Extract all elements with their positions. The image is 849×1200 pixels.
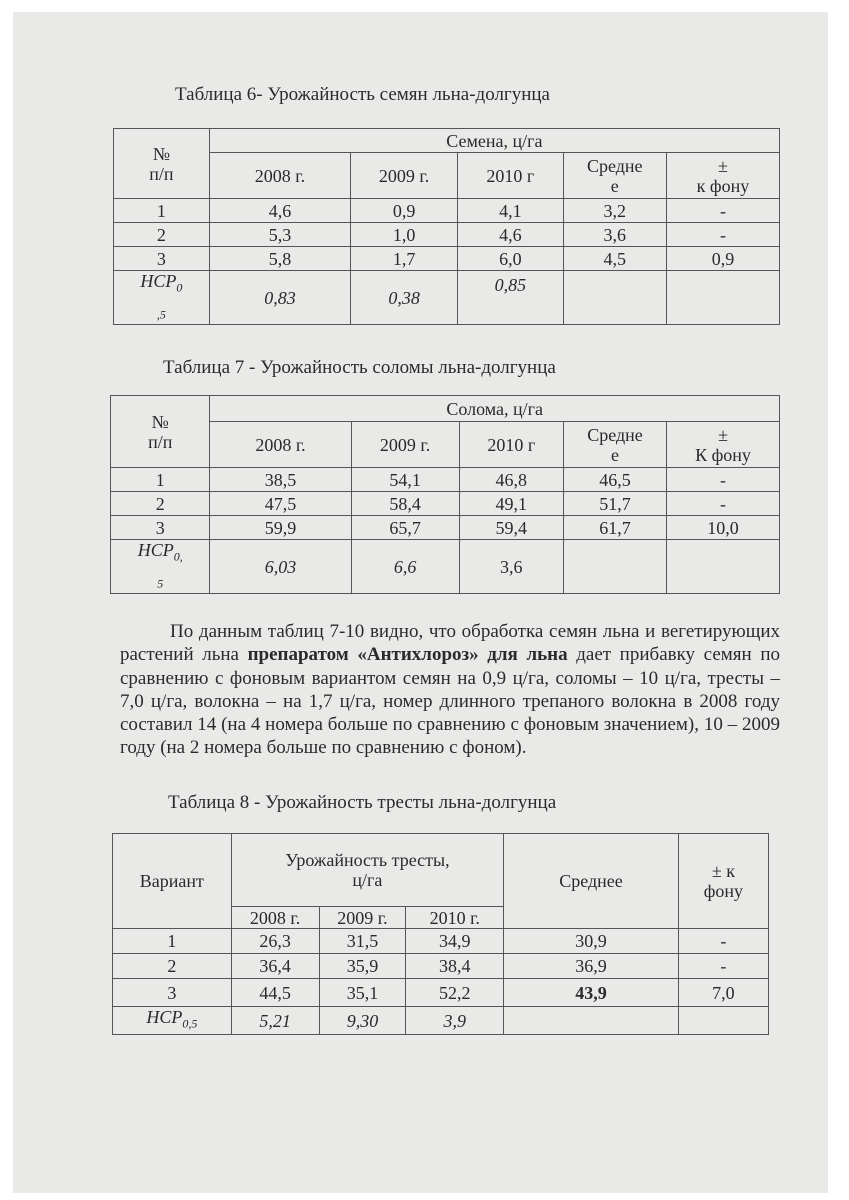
table-row bbox=[113, 979, 769, 1007]
paragraph-text: По данным таблиц 7-10 видно, что обработка семян льна и вегетирующих растений льна bbox=[120, 621, 780, 666]
cell: 3,6 bbox=[563, 223, 666, 247]
lsd-label: $НСР_{0,}$ $_5$ bbox=[111, 540, 210, 594]
cell: 46,8 bbox=[459, 468, 563, 492]
year-header: 2008 г. bbox=[210, 422, 351, 468]
group-header: Солома, ц/га bbox=[210, 396, 780, 422]
cell: 1,0 bbox=[351, 223, 458, 247]
lsd-value: 6,6 bbox=[351, 540, 459, 594]
cell: 38,4 bbox=[406, 954, 504, 979]
cell: 52,2 bbox=[406, 979, 504, 1007]
col-num-header: № п/п bbox=[114, 129, 210, 199]
lsd-label: $НСР_0$ $_{,5}$ bbox=[114, 271, 210, 325]
table8-caption: Таблица 8 - Урожайность тресты льна-долгунца bbox=[168, 792, 557, 813]
cell: 1 bbox=[113, 929, 232, 954]
table-row bbox=[114, 199, 780, 223]
cell: 36,9 bbox=[504, 954, 679, 979]
paragraph-text: дает прибавку семян по сравнению с фоновым вариантом семян на 0,9 ц/га, соломы – 10 ц/га, тресты – 7,0 ц/га, волокна – на 1,7 ц/га, номер длинного трепаного волокна в 2008 году составил 14 (на 4 номера больше по сравнению с фоновым значением), 10 – 2009 году (на 2 номера больше по сравнению с фоном). bbox=[120, 644, 780, 759]
lsd-value: 0,83 bbox=[209, 271, 350, 325]
cell: 58,4 bbox=[351, 492, 459, 516]
year-header: 2009 г. bbox=[319, 907, 406, 929]
table7-caption: Таблица 7 - Урожайность соломы льна-долгунца bbox=[163, 357, 556, 378]
table-row bbox=[114, 247, 780, 271]
table6 bbox=[113, 128, 780, 325]
cell: 36,4 bbox=[231, 954, 319, 979]
cell: 44,5 bbox=[231, 979, 319, 1007]
lsd-value: 9,30 bbox=[319, 1007, 406, 1035]
cell: 35,1 bbox=[319, 979, 406, 1007]
cell: 30,9 bbox=[504, 929, 679, 954]
cell: 4,5 bbox=[563, 247, 666, 271]
cell: - bbox=[678, 954, 768, 979]
lsd-row bbox=[113, 1007, 769, 1035]
lsd-value: 0,38 bbox=[351, 271, 458, 325]
cell: 0,9 bbox=[666, 247, 779, 271]
table-row bbox=[111, 468, 780, 492]
table-row bbox=[113, 929, 769, 954]
cell: 5,3 bbox=[209, 223, 350, 247]
paragraph-bold-text: препаратом «Антихлороз» для льна bbox=[247, 644, 568, 666]
cell: 3,2 bbox=[563, 199, 666, 223]
cell: 2 bbox=[114, 223, 210, 247]
cell: 3 bbox=[111, 516, 210, 540]
cell: 61,7 bbox=[563, 516, 666, 540]
cell: 5,8 bbox=[209, 247, 350, 271]
lsd-value: 0,85 bbox=[458, 271, 564, 325]
avg-header: Средне е bbox=[563, 153, 666, 199]
empty-cell bbox=[667, 540, 780, 594]
cell: 43,9 bbox=[504, 979, 679, 1007]
cell: 26,3 bbox=[231, 929, 319, 954]
diff-header: ± к фону bbox=[678, 834, 768, 929]
body-paragraph bbox=[120, 620, 780, 760]
cell: 10,0 bbox=[667, 516, 780, 540]
table8 bbox=[112, 833, 769, 1035]
table-row bbox=[111, 516, 780, 540]
cell: 38,5 bbox=[210, 468, 351, 492]
lsd-label: $НСР_{0,5}$ bbox=[113, 1007, 232, 1035]
cell: 2 bbox=[111, 492, 210, 516]
lsd-value: 3,9 bbox=[406, 1007, 504, 1035]
cell: 6,0 bbox=[458, 247, 564, 271]
cell: 49,1 bbox=[459, 492, 563, 516]
cell: 1 bbox=[111, 468, 210, 492]
cell: 1 bbox=[114, 199, 210, 223]
lsd-row bbox=[114, 271, 780, 325]
year-header: 2009 г. bbox=[351, 422, 459, 468]
cell: 35,9 bbox=[319, 954, 406, 979]
cell: 59,4 bbox=[459, 516, 563, 540]
table-row bbox=[111, 492, 780, 516]
cell: 1,7 bbox=[351, 247, 458, 271]
cell: - bbox=[666, 199, 779, 223]
cell: 59,9 bbox=[210, 516, 351, 540]
cell: - bbox=[678, 929, 768, 954]
diff-header: ± к фону bbox=[666, 153, 779, 199]
year-header: 2008 г. bbox=[231, 907, 319, 929]
lsd-row bbox=[111, 540, 780, 594]
empty-cell bbox=[504, 1007, 679, 1035]
empty-cell bbox=[563, 271, 666, 325]
cell: 31,5 bbox=[319, 929, 406, 954]
avg-header: Среднее bbox=[504, 834, 679, 929]
group-header: Урожайность тресты, ц/га bbox=[231, 834, 503, 907]
lsd-value: 3,6 bbox=[459, 540, 563, 594]
cell: 4,6 bbox=[458, 223, 564, 247]
cell: - bbox=[667, 492, 780, 516]
year-header: 2008 г. bbox=[209, 153, 350, 199]
cell: - bbox=[667, 468, 780, 492]
avg-header: Средне е bbox=[563, 422, 666, 468]
table-row bbox=[113, 954, 769, 979]
cell: 34,9 bbox=[406, 929, 504, 954]
cell: 3 bbox=[113, 979, 232, 1007]
empty-cell bbox=[678, 1007, 768, 1035]
year-header: 2010 г. bbox=[406, 907, 504, 929]
cell: 2 bbox=[113, 954, 232, 979]
cell: 65,7 bbox=[351, 516, 459, 540]
year-header: 2010 г bbox=[458, 153, 564, 199]
variant-header: Вариант bbox=[113, 834, 232, 929]
table-row bbox=[114, 223, 780, 247]
empty-cell bbox=[666, 271, 779, 325]
cell: 3 bbox=[114, 247, 210, 271]
group-header: Семена, ц/га bbox=[209, 129, 779, 153]
year-header: 2010 г bbox=[459, 422, 563, 468]
cell: 46,5 bbox=[563, 468, 666, 492]
cell: 54,1 bbox=[351, 468, 459, 492]
cell: 4,1 bbox=[458, 199, 564, 223]
cell: 51,7 bbox=[563, 492, 666, 516]
col-num-header: № п/п bbox=[111, 396, 210, 468]
cell: 0,9 bbox=[351, 199, 458, 223]
lsd-value: 6,03 bbox=[210, 540, 351, 594]
year-header: 2009 г. bbox=[351, 153, 458, 199]
empty-cell bbox=[563, 540, 666, 594]
cell: 47,5 bbox=[210, 492, 351, 516]
cell: 4,6 bbox=[209, 199, 350, 223]
diff-header: ± К фону bbox=[667, 422, 780, 468]
lsd-value: 5,21 bbox=[231, 1007, 319, 1035]
table6-caption: Таблица 6- Урожайность семян льна-долгунца bbox=[175, 84, 550, 105]
cell: 7,0 bbox=[678, 979, 768, 1007]
cell: - bbox=[666, 223, 779, 247]
table7 bbox=[110, 395, 780, 594]
